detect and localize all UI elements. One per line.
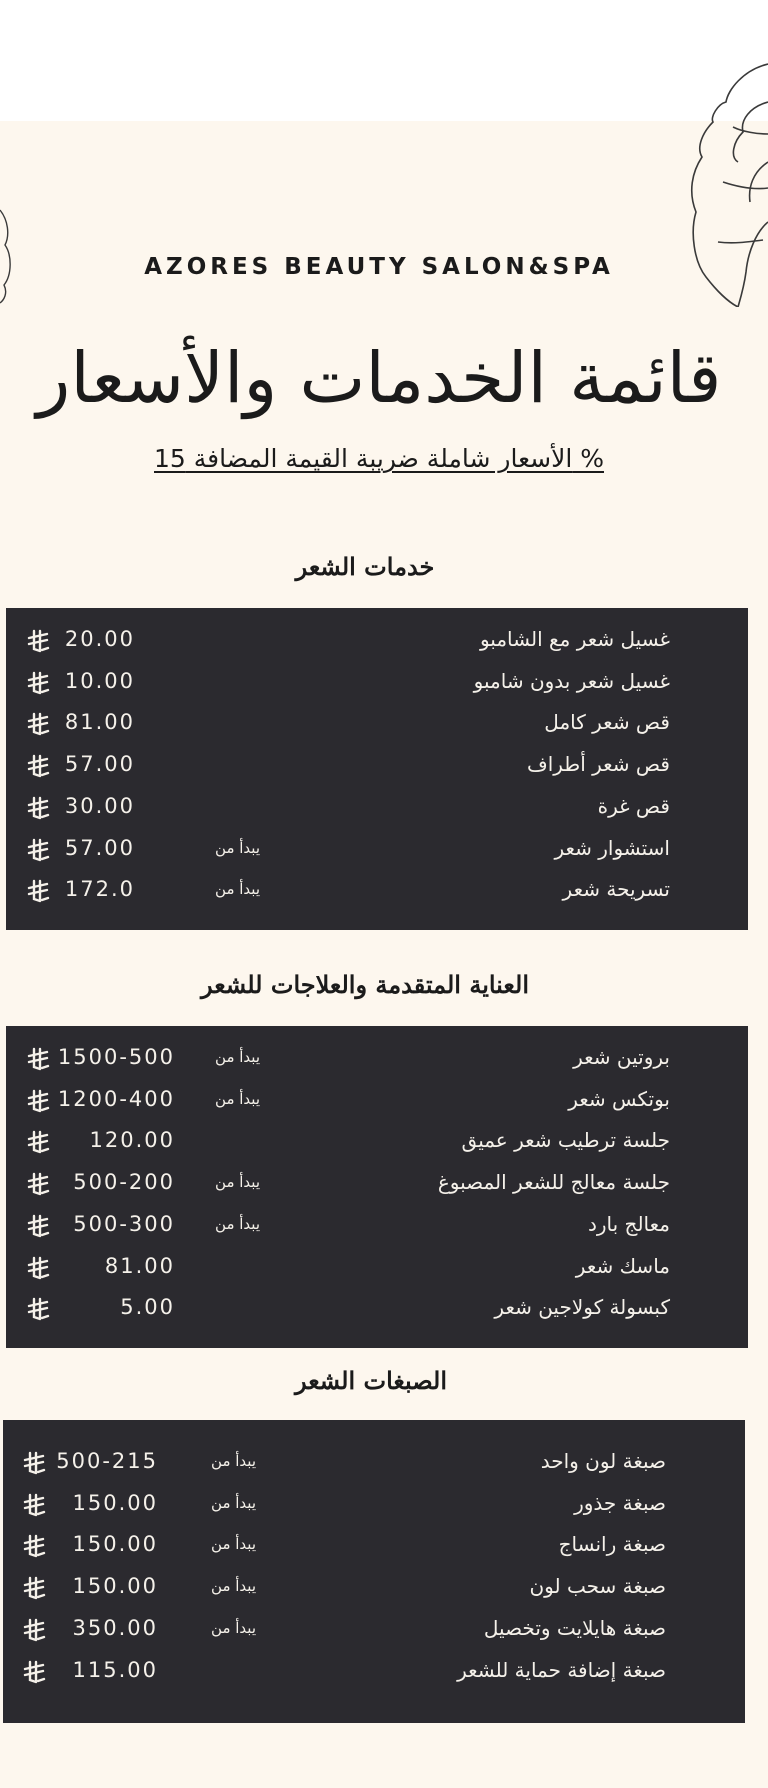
brand-name: AZORES BEAUTY SALON&SPA: [144, 254, 614, 280]
service-row: [0, 1658, 768, 1696]
saudi-riyal-icon: [26, 1256, 50, 1280]
service-price: 57.00: [64, 836, 135, 860]
service-name: غسيل شعر بدون شامبو: [473, 669, 670, 693]
saudi-riyal-icon: [26, 1172, 50, 1196]
service-name: جلسة ترطيب شعر عميق: [461, 1128, 670, 1152]
service-price: 5.00: [120, 1295, 175, 1319]
starting-from-label: يبدأ من: [211, 1619, 256, 1637]
service-row: [0, 1170, 768, 1208]
service-name: صبغة رانساج: [558, 1532, 666, 1556]
starting-from-label: يبدأ من: [211, 1452, 256, 1470]
starting-from-label: يبدأ من: [215, 1173, 260, 1191]
section-title-hair-treatments: العناية المتقدمة والعلاجات للشعر: [201, 970, 529, 999]
saudi-riyal-icon: [26, 796, 50, 820]
service-row: [0, 836, 768, 874]
service-row: [0, 1449, 768, 1487]
service-name: غسيل شعر مع الشامبو: [479, 627, 670, 651]
saudi-riyal-icon: [22, 1493, 46, 1517]
saudi-riyal-icon: [22, 1534, 46, 1558]
starting-from-label: يبدأ من: [215, 880, 260, 898]
saudi-riyal-icon: [26, 671, 50, 695]
service-row: [0, 752, 768, 790]
service-name: جلسة معالج للشعر المصبوغ: [437, 1170, 670, 1194]
starting-from-label: يبدأ من: [211, 1577, 256, 1595]
saudi-riyal-icon: [26, 1130, 50, 1154]
service-price: 1500-500: [57, 1045, 175, 1069]
service-price: 115.00: [72, 1658, 158, 1682]
service-price: 81.00: [64, 710, 135, 734]
service-row: [0, 1254, 768, 1292]
service-price: 81.00: [104, 1254, 175, 1278]
starting-from-label: يبدأ من: [215, 839, 260, 857]
service-row: [0, 1574, 768, 1612]
starting-from-label: يبدأ من: [215, 1048, 260, 1066]
starting-from-label: يبدأ من: [211, 1535, 256, 1553]
service-price: 172.0: [64, 877, 135, 901]
service-price: 57.00: [64, 752, 135, 776]
service-price: 120.00: [89, 1128, 175, 1152]
service-name: قص شعر كامل: [544, 710, 670, 734]
saudi-riyal-icon: [22, 1451, 46, 1475]
saudi-riyal-icon: [26, 838, 50, 862]
starting-from-label: يبدأ من: [215, 1090, 260, 1108]
service-name: صبغة إضافة حماية للشعر: [457, 1658, 666, 1682]
service-price: 150.00: [72, 1532, 158, 1556]
saudi-riyal-icon: [26, 1047, 50, 1071]
service-price: 30.00: [64, 794, 135, 818]
service-name: كبسولة كولاجين شعر: [494, 1295, 670, 1319]
service-row: [0, 1212, 768, 1250]
service-name: قص شعر أطراف: [526, 752, 670, 776]
service-row: [0, 1491, 768, 1529]
service-price: 500-300: [73, 1212, 175, 1236]
service-price: 1200-400: [57, 1087, 175, 1111]
saudi-riyal-icon: [26, 712, 50, 736]
section-title-hair-coloring: الصبغات الشعر: [294, 1366, 448, 1395]
saudi-riyal-icon: [26, 754, 50, 778]
service-row: [0, 794, 768, 832]
saudi-riyal-icon: [26, 1214, 50, 1238]
service-name: ماسك شعر: [575, 1254, 670, 1278]
service-row: [0, 1295, 768, 1333]
service-name: استشوار شعر: [554, 836, 670, 860]
service-name: تسريحة شعر: [562, 877, 670, 901]
saudi-riyal-icon: [26, 1089, 50, 1113]
saudi-riyal-icon: [22, 1576, 46, 1600]
section-title-hair-services: خدمات الشعر: [295, 552, 435, 581]
service-row: [0, 1532, 768, 1570]
service-price: 10.00: [64, 669, 135, 693]
service-row: [0, 1045, 768, 1083]
service-row: [0, 1128, 768, 1166]
service-row: [0, 627, 768, 665]
service-price: 500-215: [56, 1449, 158, 1473]
service-price: 150.00: [72, 1574, 158, 1598]
service-price: 150.00: [72, 1491, 158, 1515]
starting-from-label: يبدأ من: [215, 1215, 260, 1233]
service-row: [0, 1087, 768, 1125]
service-name: صبغة سحب لون: [529, 1574, 666, 1598]
service-name: قص غرة: [597, 794, 670, 818]
saudi-riyal-icon: [26, 1297, 50, 1321]
service-name: صبغة هايلايت وتخصيل: [483, 1616, 666, 1640]
service-name: معالج بارد: [587, 1212, 670, 1236]
saudi-riyal-icon: [22, 1660, 46, 1684]
service-row: [0, 710, 768, 748]
service-name: بوتكس شعر: [568, 1087, 670, 1111]
service-price: 20.00: [64, 627, 135, 651]
starting-from-label: يبدأ من: [211, 1494, 256, 1512]
service-row: [0, 1616, 768, 1654]
saudi-riyal-icon: [26, 629, 50, 653]
service-price: 500-200: [73, 1170, 175, 1194]
service-row: [0, 669, 768, 707]
vat-note: الأسعار شاملة ضريبة القيمة المضافة 15 %: [154, 444, 604, 473]
service-row: [0, 877, 768, 915]
service-name: صبغة لون واحد: [540, 1449, 666, 1473]
saudi-riyal-icon: [22, 1618, 46, 1642]
service-name: صبغة جذور: [574, 1491, 666, 1515]
saudi-riyal-icon: [26, 879, 50, 903]
service-name: بروتين شعر: [573, 1045, 670, 1069]
page-title: قائمة الخدمات والأسعار: [36, 337, 722, 419]
service-price: 350.00: [72, 1616, 158, 1640]
